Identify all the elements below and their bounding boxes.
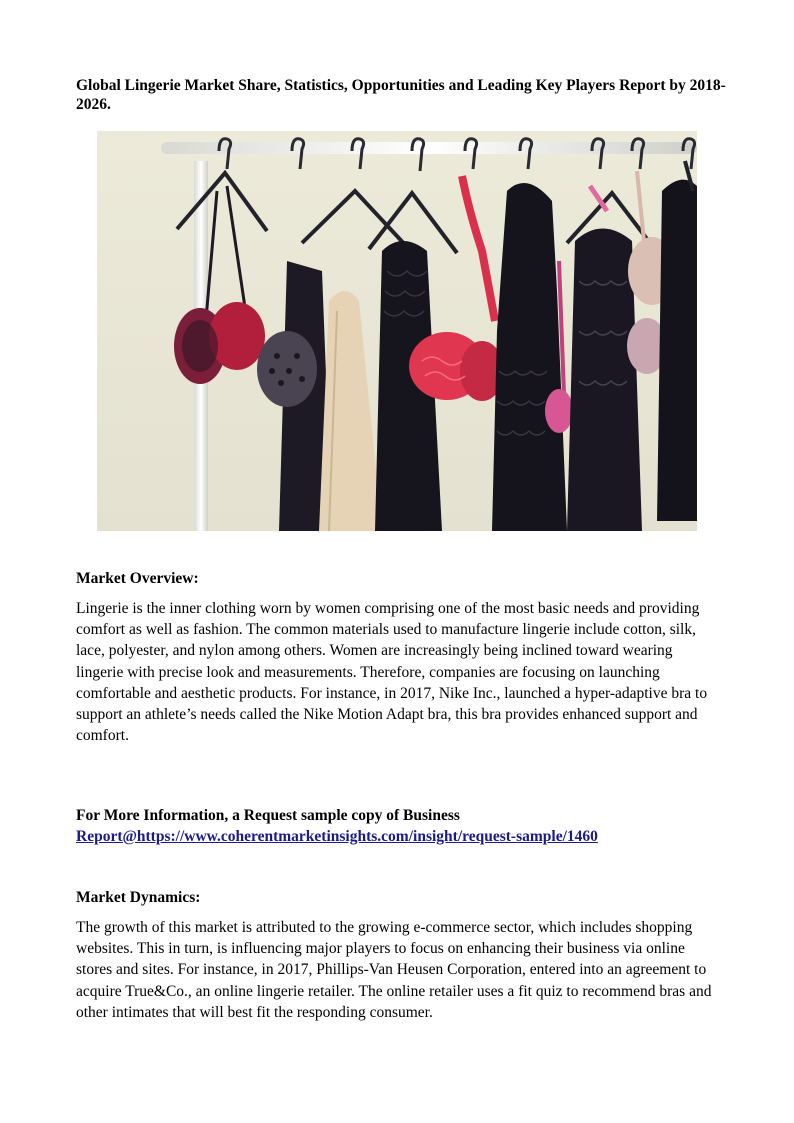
market-dynamics-paragraph: The growth of this market is attributed to the growing e-commerce sector, which includes shopping websites. This in turn, is influencing major players to focus on enhancing their business via online stores and sites. For instance, in 2017, Phillips-Van Heusen Corporation, entered into an agreement to acquire True&Co., an online lingerie retailer. The online retailer uses a fit quiz to recommend bras and other intimates that will best fit the responding consumer. [76,919,712,1021]
market-overview-heading: Market Overview: [76,570,199,587]
lingerie-rack-illustration [97,131,697,531]
lingerie-rack-photo [97,131,697,531]
document-title: Global Lingerie Market Share, Statistics, Opportunities and Leading Key Players Report by 2018-2026. [76,77,726,113]
request-sample-lead: For More Information, a Request sample copy of Business [76,807,460,824]
request-sample-link[interactable]: Report@https://www.coherentmarketinsights.com/insight/request-sample/1460 [76,828,598,845]
request-sample-text [76,805,598,847]
market-overview-paragraph: Lingerie is the inner clothing worn by women comprising one of the most basic needs and providing comfort as well as fashion. The common materials used to manufacture lingerie include cotton, silk, lace, polyester, and nylon among others. Women are increasingly being inclined toward wearing lingerie with precise look and measurements. Therefore, companies are focusing on launching comfortable and aesthetic products. For instance, in 2017, Nike Inc., launched a hyper-adaptive bra to support an athlete’s needs called the Nike Motion Adapt bra, this bra provides enhanced support and comfort. [76,600,708,745]
market-dynamics-heading: Market Dynamics: [76,889,201,906]
